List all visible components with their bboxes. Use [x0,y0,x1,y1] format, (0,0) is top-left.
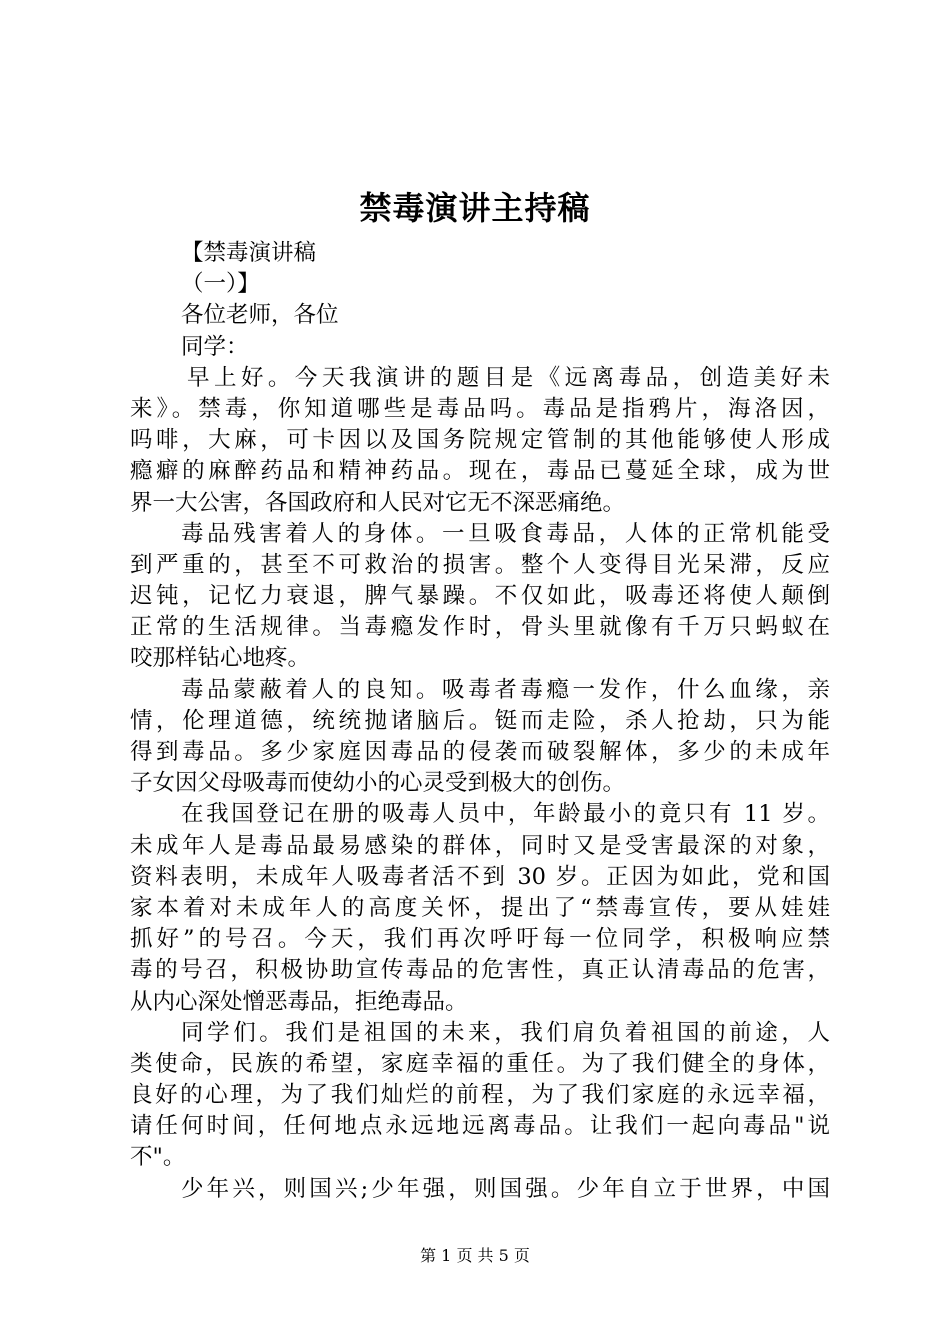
body-line: 界一大公害，各国政府和人民对它无不深恶痛绝。 [130,489,626,516]
body-line: 瘾癖的麻醉药品和精神药品。现在，毒品已蔓延全球，成为世 [130,458,830,485]
body-line: 从内心深处憎恶毒品，拒绝毒品。 [130,988,468,1015]
body-line: 吗啡，大麻，可卡因以及国务院规定管制的其他能够使人形成 [130,427,830,454]
document-title: 禁毒演讲主持稿 [359,189,591,227]
body-line: 不"。 [130,1144,186,1171]
body-line: 早上好。今天我演讲的题目是《远离毒品，创造美好未 [187,364,830,391]
body-line: 咬那样钻心地疼。 [130,645,311,672]
body-line: 子女因父母吸毒而使幼小的心灵受到极大的创伤。 [130,770,626,797]
body-line: 请任何时间，任何地点永远地远离毒品。让我们一起向毒品"说 [130,1113,830,1140]
body-line: 来》。禁毒，你知道哪些是毒品吗。毒品是指鸦片，海洛因， [130,395,830,422]
body-line: 少年兴，则国兴;少年强，则国强。少年自立于世界，中国 [181,1175,830,1202]
body-line: 情，伦理道德，统统抛诸脑后。铤而走险，杀人抢劫，只为能 [130,707,830,734]
body-line: 类使命，民族的希望，家庭幸福的重任。为了我们健全的身体， [130,1050,830,1077]
body-line: 得到毒品。多少家庭因毒品的侵袭而破裂解体，多少的未成年 [130,739,830,765]
body-line: 家本着对未成年人的高度关怀，提出了“禁毒宣传，要从娃娃 [130,894,830,921]
body-line: 【禁毒演讲稿 [181,240,317,266]
body-line: 抓好”的号召。今天，我们再次呼吁每一位同学，积极响应禁 [130,926,830,953]
body-line: 到严重的，甚至不可救治的损害。整个人变得目光呆滞，反应 [130,551,830,578]
body-line: 同学们。我们是祖国的未来，我们肩负着祖国的前途，人 [181,1019,830,1046]
body-line: 正常的生活规律。当毒瘾发作时，骨头里就像有千万只蚂蚁在 [130,614,830,641]
body-line: 未成年人是毒品最易感染的群体，同时又是受害最深的对象， [130,832,830,859]
body-line: 在我国登记在册的吸毒人员中，年龄最小的竟只有 11 岁。 [181,801,830,828]
body-line: （一）】 [181,271,260,298]
body-line: 各位老师，各位 [181,302,339,329]
page-footer: 第 1 页 共 5 页 [420,1246,530,1265]
body-line: 同学： [181,333,249,360]
body-line: 毒品蒙蔽着人的良知。吸毒者毒瘾一发作，什么血缘，亲 [181,676,830,703]
body-line: 良好的心理，为了我们灿烂的前程，为了我们家庭的永远幸福， [130,1082,830,1109]
body-line: 毒品残害着人的身体。一旦吸食毒品，人体的正常机能受 [181,520,830,547]
body-line: 资料表明，未成年人吸毒者活不到 30 岁。正因为如此，党和国 [130,863,830,890]
body-line: 迟钝，记忆力衰退，脾气暴躁。不仅如此，吸毒还将使人颠倒 [130,583,830,610]
document-body [130,238,830,1205]
body-line: 毒的号召，积极协助宣传毒品的危害性，真正认清毒品的危害， [130,957,830,984]
